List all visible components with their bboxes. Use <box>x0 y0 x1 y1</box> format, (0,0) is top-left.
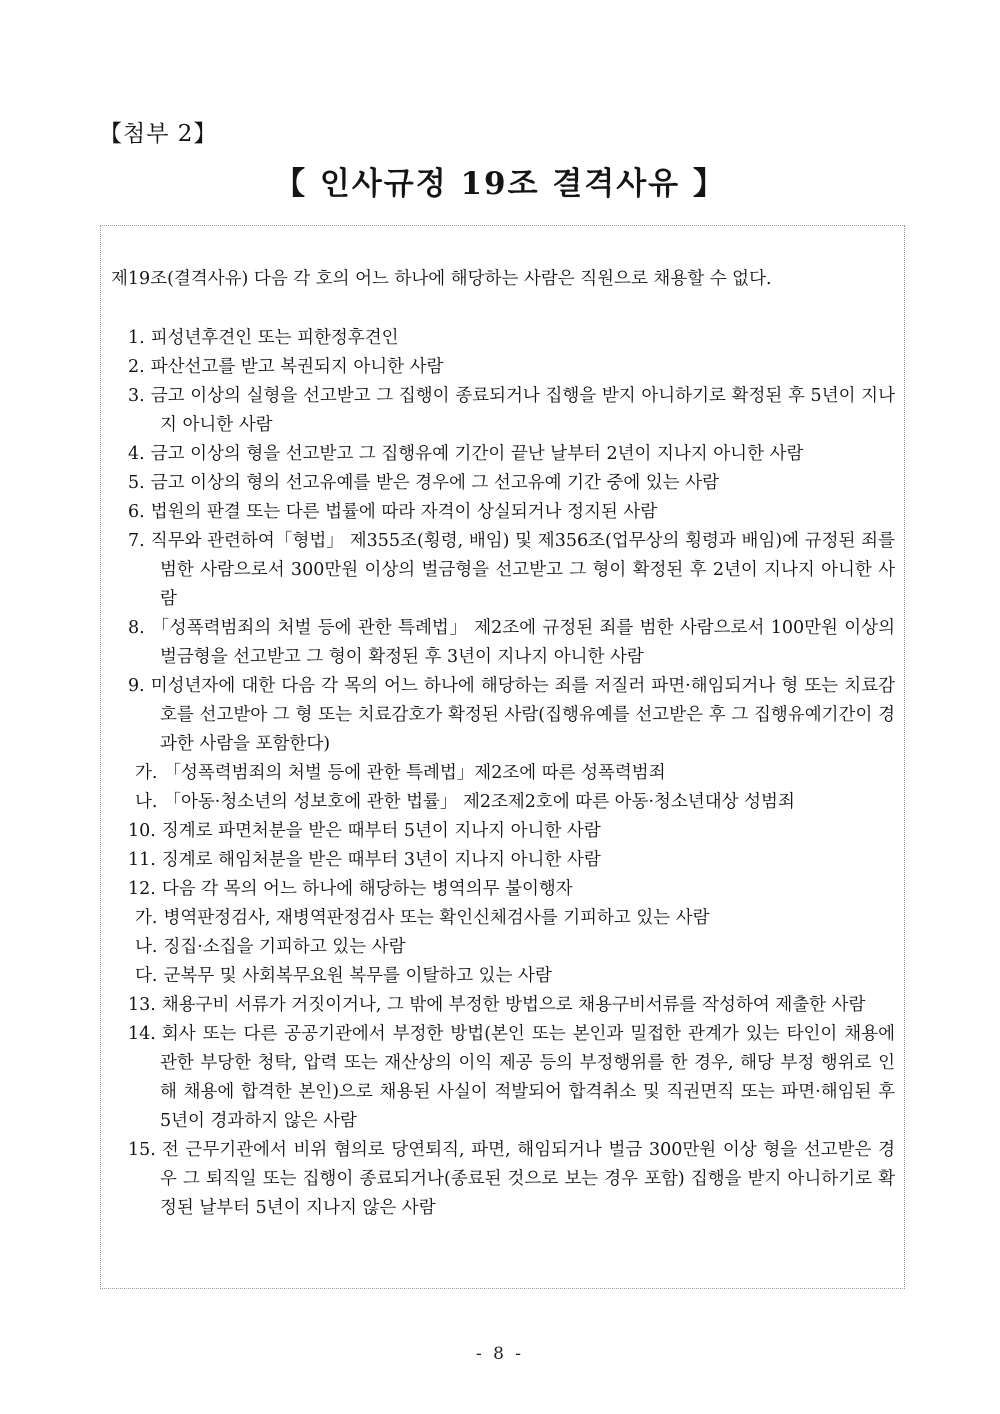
list-item-14 <box>111 1020 895 1136</box>
item-marker: 6. <box>128 502 145 522</box>
item-marker: 11. <box>128 850 156 870</box>
item-text: 금고 이상의 형을 선고받고 그 집행유예 기간이 끝난 날부터 2년이 지나지 아니한 사람 <box>150 444 804 464</box>
article-box <box>100 225 905 1289</box>
list-item-5 <box>111 469 895 498</box>
item-text: 전 근무기관에서 비위 혐의로 당연퇴직, 파면, 해임되거나 벌금 300만원 이상 형을 선고받은 경우 그 퇴직일 또는 집행이 종료되거나(종료된 것으로 보는 경우 포함) 집행을 받지 아니하기로 확정된 날부터 5년이 지나지 않은 사람 <box>160 1140 895 1218</box>
item-marker: 가. <box>135 908 158 928</box>
disqualification-list <box>111 324 895 1223</box>
list-item-4 <box>111 440 895 469</box>
list-item-8 <box>111 614 895 672</box>
list-item-15 <box>111 1136 895 1223</box>
item-text: 징계로 해임처분을 받은 때부터 3년이 지나지 아니한 사람 <box>161 850 601 870</box>
item-marker: 7. <box>128 531 145 551</box>
item-marker: 13. <box>128 995 156 1015</box>
list-item-12-ga <box>111 904 895 933</box>
item-marker: 4. <box>128 444 145 464</box>
list-item-1 <box>111 324 895 353</box>
item-text: 채용구비 서류가 거짓이거나, 그 밖에 부정한 방법으로 채용구비서류를 작성하여 제출한 사람 <box>161 995 866 1015</box>
item-marker: 1. <box>128 328 145 348</box>
item-marker: 3. <box>128 386 145 406</box>
list-item-9-na <box>111 788 895 817</box>
article-intro: 제19조(결격사유) 다음 각 호의 어느 하나에 해당하는 사람은 직원으로 채용할 수 없다. <box>111 269 772 289</box>
item-marker: 12. <box>128 879 156 899</box>
list-item-3 <box>111 382 895 440</box>
item-text: 파산선고를 받고 복권되지 아니한 사람 <box>150 357 444 377</box>
item-marker: 5. <box>128 473 145 493</box>
item-marker: 14. <box>128 1024 156 1044</box>
list-item-11 <box>111 846 895 875</box>
list-item-7 <box>111 527 895 614</box>
attachment-label: 【첨부 2】 <box>99 121 218 147</box>
item-text: 「성폭력범죄의 처벌 등에 관한 특례법」 제2조에 규정된 죄를 범한 사람으로서 100만원 이상의 벌금형을 선고받고 그 형이 확정된 후 3년이 지나지 아니한 사람 <box>150 618 895 667</box>
list-item-12 <box>111 875 895 904</box>
item-text: 금고 이상의 형의 선고유예를 받은 경우에 그 선고유예 기간 중에 있는 사람 <box>150 473 720 493</box>
item-marker: 나. <box>135 937 158 957</box>
page-title: 【 인사규정 19조 결격사유 】 <box>274 166 726 202</box>
list-item-10 <box>111 817 895 846</box>
item-text: 군복무 및 사회복무요원 복무를 이탈하고 있는 사람 <box>163 966 552 986</box>
item-text: 징집·소집을 기피하고 있는 사람 <box>163 937 406 957</box>
item-text: 다음 각 목의 어느 하나에 해당하는 병역의무 불이행자 <box>161 879 573 899</box>
item-text: 회사 또는 다른 공공기관에서 부정한 방법(본인 또는 본인과 밀접한 관계가 있는 타인이 채용에 관한 부당한 청탁, 압력 또는 재산상의 이익 제공 등의 부정행위를 한 경우, 해당 부정 행위로 인해 채용에 합격한 본인)으로 채용된 사실이 적발되어 합격취소 및 직권면직 또는 파면·해임된 후 5년이 경과하지 않은 사람 <box>160 1024 895 1131</box>
item-marker: 8. <box>128 618 145 638</box>
item-marker: 2. <box>128 357 145 377</box>
list-item-2 <box>111 353 895 382</box>
item-text: 병역판정검사, 재병역판정검사 또는 확인신체검사를 기피하고 있는 사람 <box>163 908 710 928</box>
item-marker: 15. <box>128 1140 156 1160</box>
item-text: 징계로 파면처분을 받은 때부터 5년이 지나지 아니한 사람 <box>161 821 601 841</box>
list-item-12-na <box>111 933 895 962</box>
item-text: 「성폭력범죄의 처벌 등에 관한 특례법」제2조에 따른 성폭력범죄 <box>163 763 666 783</box>
item-marker: 가. <box>135 763 158 783</box>
item-marker: 나. <box>135 792 158 812</box>
item-text: 법원의 판결 또는 다른 법률에 따라 자격이 상실되거나 정지된 사람 <box>150 502 658 522</box>
list-item-6 <box>111 498 895 527</box>
item-text: 금고 이상의 실형을 선고받고 그 집행이 종료되거나 집행을 받지 아니하기로 확정된 후 5년이 지나지 아니한 사람 <box>150 386 895 435</box>
item-text: 직무와 관련하여「형법」 제355조(횡령, 배임) 및 제356조(업무상의 횡령과 배임)에 규정된 죄를 범한 사람으로서 300만원 이상의 벌금형을 선고받고 그 형이 확정된 후 2년이 지나지 아니한 사람 <box>150 531 895 609</box>
list-item-9 <box>111 672 895 759</box>
item-text: 미성년자에 대한 다음 각 목의 어느 하나에 해당하는 죄를 저질러 파면·해임되거나 형 또는 치료감호를 선고받아 그 형 또는 치료감호가 확정된 사람(집행유예를 선고받은 후 그 집행유예기간이 경과한 사람을 포함한다) <box>150 676 895 754</box>
item-text: 「아동·청소년의 성보호에 관한 법률」 제2조제2호에 따른 아동·청소년대상 성범죄 <box>163 792 795 812</box>
list-item-9-ga <box>111 759 895 788</box>
item-text: 피성년후견인 또는 피한정후견인 <box>150 328 399 348</box>
item-marker: 다. <box>135 966 158 986</box>
page-number: - 8 - <box>475 1344 525 1364</box>
item-marker: 9. <box>128 676 145 696</box>
item-marker: 10. <box>128 821 156 841</box>
list-item-12-da <box>111 962 895 991</box>
list-item-13 <box>111 991 895 1020</box>
